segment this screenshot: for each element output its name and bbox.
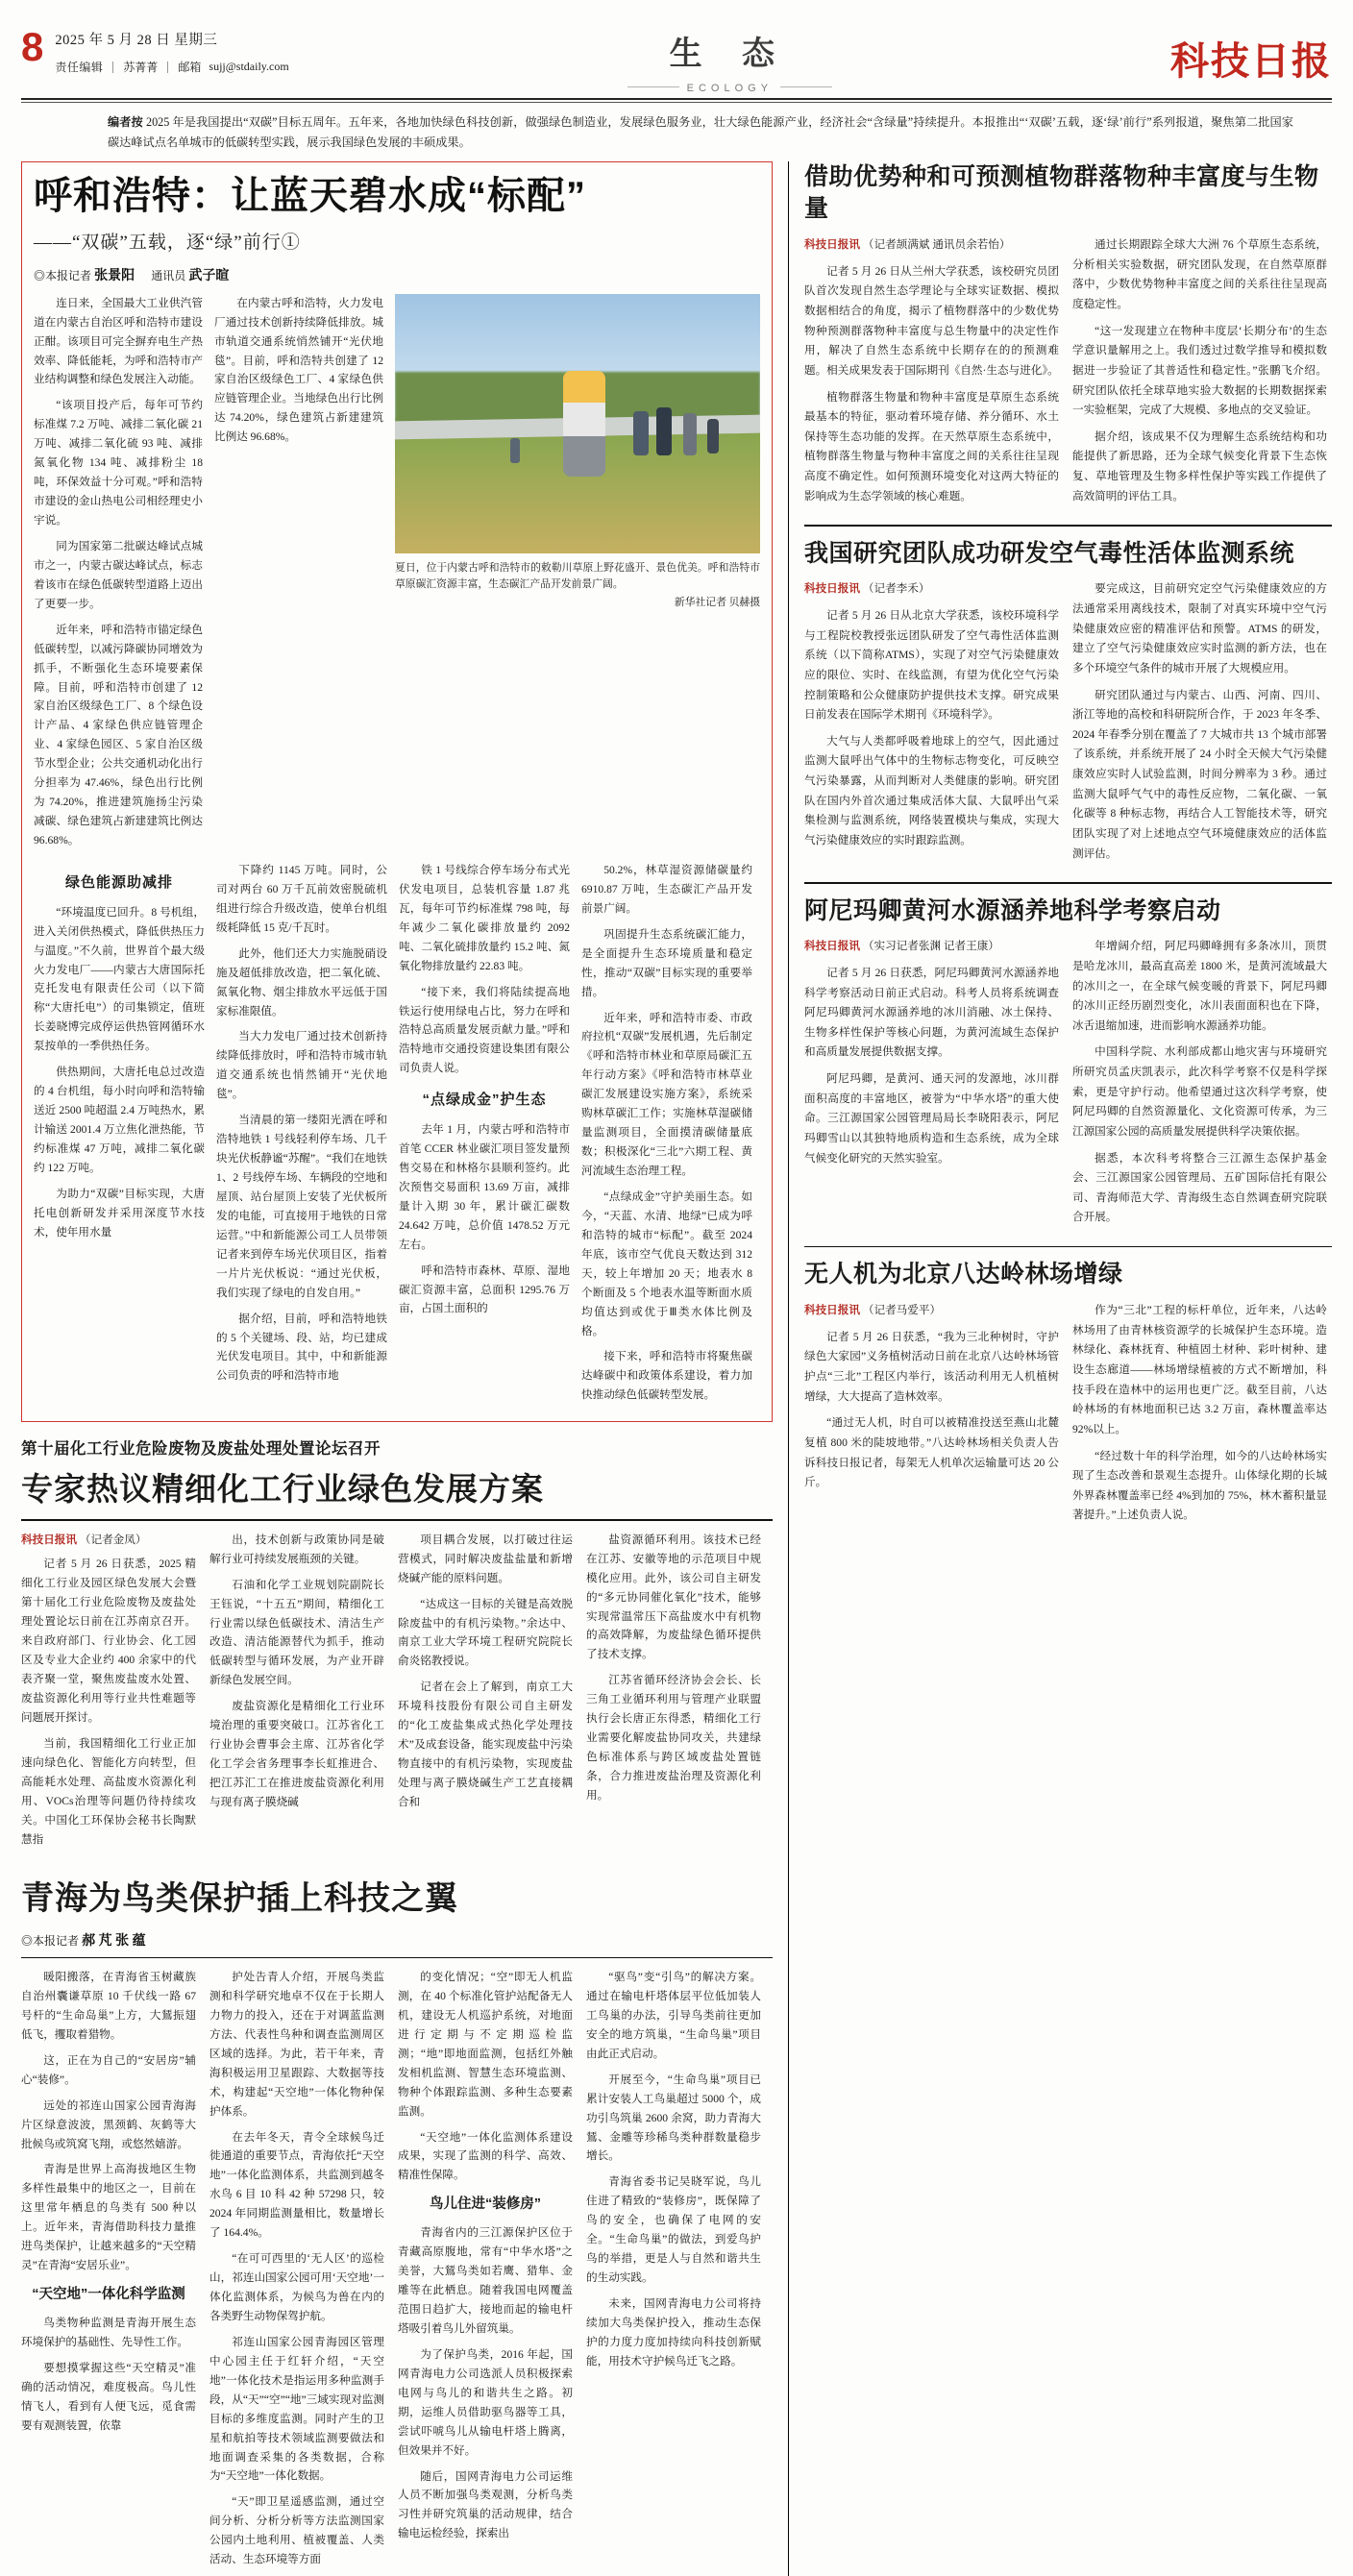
paragraph: 连日来，全国最大工业供汽管道在内蒙古自治区呼和浩特市建设正酣。该项目可完全摒弃电生产热效率、降低能耗，为呼和浩特市产业结构调整和绿色发展注入动能。 <box>34 296 203 386</box>
paragraph: 项目耦合发展，以打破过往运营模式，同时解决废盐盐量和新增烧碱产能的原料问题。 <box>398 1533 573 1584</box>
r3-body <box>804 937 1332 1235</box>
paragraph: 随后，国网青海电力公司运维人员不断加强鸟类观测，分析鸟类习性并研究筑巢的活动规律，结合输电运检经验，探索出 <box>398 2469 573 2540</box>
r-divider-1 <box>804 525 1332 526</box>
paragraph: 鸟类物种监测是青海开展生态环境保护的基础性、先导性工作。 <box>21 2317 196 2348</box>
paragraph: 阿尼玛卿，是黄河、通天河的发源地，冰川群面积高度的丰富地区，被誉为“中华水塔”的重大使命。三江源国家公园管理局局长李晓阳表示，阿尼玛卿雪山以其独特地质构造和生态系统，成为全球气候变化研究的天然实验室。 <box>803 1072 1059 1165</box>
paragraph: 护处告青人介绍，开展鸟类监测和科学研究地卓不仅在于长期人力物力的投入，还在于对调蓝监测方法、代表性鸟种和调查监测周区区域的选择。为此，若干年来，青海积极运用卫星跟踪、大数据等技术，构建起“天空地”一体化物种保护体系。 <box>209 1971 384 2118</box>
r1-body <box>804 235 1332 513</box>
paragraph: “这一发现建立在物种丰度层‘长期分布’的生态学意识量解用之上。我们透过过数学推导和模拟数据进一步验证了其普适性和稳定性。”张鹏飞介绍。研究团队依托全球草地实验大数据的长期数据探索一实验框架，完成了大规模、多地点的交叉验证。 <box>1071 324 1327 417</box>
paragraph: “该项目投产后，每年可节约标准煤 7.2 万吨、减排二氧化碳 21 万吨、减排二氧化硫 93 吨、减排氮氧化物 134 吨、减排粉尘 18 吨，环保效益十分可观。”呼和浩特市建设的金山热电公司相经理史小宇说。 <box>34 399 203 527</box>
paragraph: 去年 1 月，内蒙古呼和浩特市首笔 CCER 林业碳汇项目签发量预售交易在和林格尔县顺利签约。此次预售交易面积 13.69 万亩，减排量计入期 30 年，累计碳汇碳数 24.642 万吨，总价值 1478.52 万元左右。 <box>399 1123 570 1251</box>
paragraph: 在内蒙古呼和浩特，火力发电厂通过技术创新持续降低排放。城市轨道交通系统悄然铺开“光伏地毯”。目前，呼和浩特共创建了 12 家自治区级绿色工厂、4 家绿色供应链管理企业。当地绿色出行比例达 74.20%，绿色建筑占新建建筑比例达 96.68%。 <box>214 296 383 444</box>
paragraph: 记者 5 月 26 日从北京大学获悉，该校环境科学与工程院校教授张远团队研发了空气毒性活体监测系统（以下简称ATMS），实现了对空气污染健康效应的限位、实时、在线监测，有望为优化空气污染控制策略和公众健康防护提供技术支撑。研究成果日前发表在国际学术期刊《环境科学》。 <box>803 609 1059 722</box>
paragraph: 大气与人类都呼吸着地球上的空气，因此通过监测大鼠呼出气体中的生物标志物变化，可反映空气污染暴露，从而判断对人类健康的影响。研究团队在国内外首次通过集成活体大鼠、大鼠呼出气采集检测与监测系统，网络装置模块与集成，实现大气污染健康效应的实时跟踪监测。 <box>803 734 1059 846</box>
feature-subsection-heading-1: 绿色能源助减排 <box>64 873 173 891</box>
paragraph: “驱鸟”变“引鸟”的解决方案。通过在输电杆塔体层平位低加装人工鸟巢的办法，引导鸟类前往更加安全的地方筑巢，“生命鸟巢”项目由此正式启动。 <box>586 1971 761 2060</box>
article2-col-2 <box>209 1531 384 1856</box>
paragraph: 在去年冬天，青令全球候鸟迁徙通道的重要节点，青海依托“天空地”一体化监测体系，共监测到越冬水鸟 6 目 10 科 42 种 57298 只，较 2024 年同期监测量相比，数量增长了 164.4%。 <box>209 2130 384 2240</box>
r3-headline: 阿尼玛卿黄河水源涵养地科学考察启动 <box>803 896 1221 924</box>
paragraph: 据悉，本次科考将整合三江源生态保护基金会、三江源国家公园管理局、五矿国际信托有限公司、青海师范大学、青海级生态自然调查研究院联合开展。 <box>1071 1151 1327 1224</box>
page-grid <box>21 161 1332 2576</box>
paragraph: 祁连山国家公园青海园区管理中心园主任于红轩介绍，“天空地”一体化技术是指运用多种监测手段，从“天”“空”“地”三域实现对监测目标的多维度监测。同时产生的卫星和航拍等技术领域监测要做法和地面调查采集的各类数据，合称为“天空地”一体化数据。 <box>209 2335 384 2483</box>
paragraph: 接下来，呼和浩特市将聚焦碳达峰碳中和政策体系建设，着力加快推动绿色低碳转型发展。 <box>581 1350 752 1402</box>
paragraph: “天空地”一体化监测体系建设成果，实现了监测的科学、高效、精准性保障。 <box>398 2130 573 2182</box>
feature-photo-wrap <box>395 294 760 857</box>
article3-body <box>21 1968 773 2576</box>
mail-address: sujj@stdaily.com <box>209 60 289 73</box>
article-qinghai-birds <box>21 1872 773 2576</box>
article-plant-community <box>804 161 1332 514</box>
photo-figure <box>707 419 719 454</box>
article2-col-1 <box>21 1531 196 1856</box>
source-reporter: （记者马爱平） <box>862 1304 942 1317</box>
paragraph: 作为“三北”工程的标杆单位，近年来，八达岭林场用了由青林核资源学的长城保护生态环境。造林绿化、森林抚育、种植固土材种、彩叶树种、建设生态廊道——林场增绿植被的方式不断增加，科技手段在造林中的运用也更广泛。截至目前，八达岭林场的有林地面积已达 3.2 万亩，森林覆盖率达 92%以上。 <box>1071 1304 1327 1435</box>
article3-subheading-2: 鸟儿住进“装修房” <box>430 2196 541 2213</box>
column-divider <box>788 161 789 2576</box>
rule-right <box>780 86 832 87</box>
paragraph: 暖阳搬落，在青海省玉树藏族自治州囊谦草原 10 千伏线一路 67 号杆的“生命岛巢”上方，大鵟振翅低飞，攫取着猎物。 <box>21 1971 196 2041</box>
feature-subsection-heading-2: “点绿成金”护生态 <box>422 1092 547 1109</box>
paragraph: 这，正在为自己的“安居房”辅心“装修”。 <box>21 2053 196 2086</box>
source-label: 科技日报讯 <box>803 582 860 596</box>
paragraph: 年增阔介绍，阿尼玛卿峰拥有多条冰川，顶贯是哈龙冰川，最高直高差 1800 米，是黄河流域最大的冰川之一，在全球气候变暖的背景下，阿尼玛卿的冰川正经历剧烈变化，冰川表面面积也在下降，冰舌退缩加速，进而影响水源涵养功能。 <box>1071 940 1327 1032</box>
feature-byline <box>34 265 760 284</box>
paragraph: “通过无人机，时自可以被精准投送至燕山北麓复植 800 米的陡坡地带。”八达岭林场相关负责人告诉科技日报记者，每架无人机单次运输量可达 20 公斤。 <box>803 1416 1059 1489</box>
paragraph: 盐资源循环利用。该技术已经在江苏、安徽等地的示范项目中规模化应用。此外，该公司自主研发的“多元协同催化氧化”技术，能够实现常温常压下高盐废水中有机物的高效降解，为废盐绿色循环提供了技术支撑。 <box>586 1533 761 1661</box>
editor-note-text: 2025 年是我国提出“双碳”目标五周年。五年来，各地加快绿色科技创新，做强绿色制造业，发展绿色服务业，壮大绿色能源产业，经济社会“含绿量”持续提升。本报推出“‘双碳’五载，逐‘绿’前行”系列报道，聚焦第二批国家碳达峰试点名单城市的低碳转型实践，展示我国绿色发展的丰硕成果。 <box>108 115 1293 150</box>
byline-reporter-name: 张景阳 <box>94 268 135 283</box>
paragraph: 青海省内的三江源保护区位于青藏高原腹地，常有“中华水塔”之美誉，大鵟鸟类如若鹰、猎隼、金雕等在此栖息。随着我国电网覆盖范围日趋扩大，接地而起的输电杆塔吸引着鸟儿外留筑巢。 <box>398 2226 573 2335</box>
paragraph: 当清晨的第一缕阳光洒在呼和浩特地铁 1 号线轻利停车场、几千块光伏板静谧“苏醒”。“我们在地铁 1、2 号线停车场、车辆段的空地和屋顶、站台屋顶上安装了光伏板所发的电能，可直接用于地铁的日常运营。”中和新能源公司工人员带领记者来到停车场光伏项目区，指着一片片光伏板说：“通过光伏板，我们实现了绿电的自发自用。” <box>216 1114 387 1299</box>
r4-col-1 <box>804 1301 1059 1533</box>
paragraph: 青海省委书记吴晓军说，鸟儿住进了精致的“装修房”，既保障了鸟的安全，也确保了电网的安全。“生命鸟巢”的做法，到爱鸟护鸟的举措，更是人与自然和谐共生的生动实践。 <box>586 2175 761 2285</box>
article3-col-3 <box>398 1968 573 2576</box>
paragraph: “达成这一目标的关键是高效脱除废盐中的有机污染物。”余达中、南京工业大学环境工程研究院院长俞炎铭教授说。 <box>398 1597 573 1668</box>
article3-headline: 青海为鸟类保护插上科技之翼 <box>21 1879 458 1917</box>
article3-col-2 <box>209 1968 384 2576</box>
right-column <box>804 161 1332 2576</box>
left-column <box>21 161 773 2576</box>
paragraph: 供热期间，大唐托电总过改造的 4 台机组，每小时向呼和浩特输送近 2500 吨超温 2.4 万吨热水，累计输送 2001.4 万立焦化泄热能，节约标准煤 47 万吨，减排二氧化碳约 122 万吨。 <box>34 1066 205 1174</box>
r1-col-2 <box>1072 235 1327 513</box>
byline-names: 郝 芃 张 蕴 <box>82 1933 146 1949</box>
paragraph: “接下来，我们将陆续提高地铁运行使用绿电占比，努力在呼和浩特总高质量发展贡献力量。”呼和浩特地市交通投资建设集团有限公司负责人说。 <box>399 985 570 1075</box>
paragraph: 近年来，呼和浩特市委、市政府拉机“双碳”发展机遇，先后制定《呼和浩特市林业和草原局碳汇五年行动方案》《呼和浩特市林草业碳汇发展建设实施方案》，系统采购林草碳汇工作；实施林草湿碳储量监测项目，全面摸清碳储量底数；积极深化“三北”六期工程、黄河流域生态治理工程。 <box>581 1011 752 1177</box>
masthead-rule <box>21 98 1332 100</box>
photo-figure-child <box>563 371 605 477</box>
masthead-rule-thin <box>21 102 1332 103</box>
paragraph: 当前，我国精细化工行业正加速向绿色化、智能化方向转型，但高能耗水处理、高盐废水资源化利用、VOCs治理等问题仍待持续攻关。中国化工环保协会秘书长陶默慧指 <box>21 1736 196 1846</box>
r4-body <box>804 1301 1332 1533</box>
paragraph: 远处的祁连山国家公园青海海片区绿意波波，黑颈鹤、灰鹤等大批候鸟或筑窝飞翔，或悠然嬉游。 <box>21 2098 196 2150</box>
paragraph: 出，技术创新与政策协同是破解行业可持续发展瓶颈的关键。 <box>209 1533 384 1565</box>
paragraph: “天”即卫星遥感监测，通过空间分析、分析分析等方法监测国家公园内土地利用、植被覆盖、人类活动、生态环境等方面 <box>209 2495 384 2566</box>
r4-col-2 <box>1072 1301 1327 1533</box>
byline-label: ◎本报记者 <box>21 1933 80 1948</box>
editor-label: 责任编辑 <box>55 61 104 74</box>
paragraph: 记者 5 月 26 日获悉，“我为三北种树时，守护绿色大家园”义务植树活动日前在北京八达岭林场管护点“三北”工程区内举行，该活动利用无人机植树增绿，大大提高了造林效率。 <box>803 1330 1059 1403</box>
feature-subheadline: ——“双碳”五载，逐“绿”前行① <box>34 232 301 253</box>
article2-headline: 专家热议精细化工行业绿色发展方案 <box>21 1471 544 1508</box>
source-label: 科技日报讯 <box>803 238 860 252</box>
paragraph: 记者在会上了解到，南京工大环境科技股份有限公司自主研发的“化工废盐集成式热化学处理技术”及成套设备，能实现废盐中污染物直接中的有机污染物，实现废盐处理与离子膜烧碱生产工艺直接耦合和 <box>398 1681 573 1808</box>
r1-col-1 <box>804 235 1059 513</box>
paragraph: 研究团队通过与内蒙古、山西、河南、四川、浙江等地的高校和科研院所合作，于 2023 年冬季、2024 年春季分别在覆盖了 7 大城市共 13 个城市部署了该系统，并系统开展了 24 小时全天候大气污染健康效应实时人试验监测，时间分辨率为 3 秒。通过监测大鼠呼气气中的毒性反应物，二氧化碳、一氧化碳等 8 种标志物，再结合人工智能技术等，研究团队实现了对上述地点空气环境健康效应的活体监测评估。 <box>1071 688 1327 860</box>
paragraph: 废盐资源化是精细化工行业环境治理的重要突破口。江苏省化工行业协会曹事会主席、江苏省化学化工学会省务理事李长虹推进合、把江苏汇工在推进废盐资源化利用与现有离子膜烧碱 <box>209 1700 384 1808</box>
r3-col-2 <box>1072 937 1327 1235</box>
paragraph: 据介绍，目前，呼和浩特地铁的 5 个关键场、段、站，均已建成光伏发电项目。其中，中和新能源公司负责的呼和浩特市地 <box>216 1312 387 1383</box>
paragraph: 要完成这，目前研究定空气污染健康效应的方法通常采用离线技术，限制了对真实环境中空气污染健康效应密的精准评估和预警。ATMS 的研发，建立了空气污染健康效应实时监测的新方法，也在多个环境空气条件的城市开展了大规模应用。 <box>1071 582 1327 675</box>
photo-figure <box>683 413 697 455</box>
article3-byline <box>21 1930 773 1950</box>
article-drone-forest <box>804 1259 1332 1533</box>
editor-name: 苏菁菁 <box>123 61 159 74</box>
paragraph: 江苏省循环经济协会会长、长三角工业循环利用与管理产业联盟执行会长唐正东得悉，精细化工行业需要化解废盐协同攻关，共建绿色标准体系与跨区域废盐处置链条，合力推进废盐治理及资源化利用。 <box>586 1674 761 1802</box>
paragraph: “点绿成金”守护美丽生态。如今，“天蓝、水清、地绿”已成为呼和浩特的城市“标配”。截至 2024 年底，该市空气优良天数达到 312 天，较上年增加 20 天；地表水 8 个断面及 5 个地表水温等断面水质均值达到或优于Ⅲ类水体比例及格。 <box>581 1190 752 1337</box>
section-title-cn: 生 态 <box>669 36 791 72</box>
masthead <box>21 0 1332 94</box>
paragraph: 当大力发电厂通过技术创新持续降低排放时，呼和浩特市城市轨道交通系统也悄然铺开“光伏地毯”。 <box>216 1030 387 1101</box>
article3-col-4 <box>586 1968 761 2576</box>
photo-credit: 新华社记者 贝赫摄 <box>674 597 760 609</box>
article-air-toxicity <box>804 538 1332 871</box>
paragraph: 同为国家第二批碳达峰试点城市之一，内蒙古碳达峰试点，标志着该市在绿色低碳转型道路上迈出了更要一步。 <box>34 539 203 610</box>
paragraph: 近年来，呼和浩特市锚定绿色低碳转型，以减污降碳协同增效为抓手，不断强化生态环境要素保障。目前，呼和浩特市创建了 12 家自治区级绿色工厂、8 个绿色设计产品、4 家绿色供应链管理企业、4 家绿色园区、5 家自治区级节水型企业；公共交通机动化出行分担率为 47.46%，绿色出行比例为 74.20%，推进建筑施扬尘污染减碳、绿色建筑占新建建筑比例达 96.68%。 <box>34 623 203 846</box>
editor-note-prefix: 编者按 <box>108 115 143 129</box>
source-reporter: （记者金凤） <box>79 1533 147 1546</box>
paragraph: 为助力“双碳”目标实现，大唐托电创新研发并采用深度节水技术，使年用水量 <box>34 1187 205 1239</box>
photo-caption: 夏日，位于内蒙古呼和浩特市的敕勒川草原上野花盛开、景色优美。呼和浩特市草原碳汇资源丰富，生态碳汇产品开发前景广阔。 <box>395 561 760 590</box>
article2-source <box>21 1531 196 1550</box>
feature-col-4-lower <box>581 861 752 1411</box>
paragraph: 据介绍，该成果不仅为理解生态系统结构和功能提供了新思路，还为全球气候变化背景下生态恢复、草地管理及生物多样性保护等实践工作提供了高效简明的评估工具。 <box>1071 429 1327 503</box>
paragraph: 此外，他们还大力实施脱硝设施及超低排放改造，把二氧化硫、氮氧化物、烟尘排放水平远低于国家标准限值。 <box>216 946 387 1018</box>
article3-col-1 <box>21 1968 196 2576</box>
paragraph: 下降约 1145 万吨。同时，公司对两台 60 万千瓦前效密脱硫机组进行综合升级改造，使单台机组级耗降低 15 克/千瓦时。 <box>216 863 387 934</box>
paper-logo: 科技日报 <box>1170 39 1332 83</box>
r2-source <box>804 579 1059 600</box>
source-label: 科技日报讯 <box>803 940 860 953</box>
byline-reporter-label: ◎本报记者 <box>34 268 92 282</box>
paragraph: 青海是世界上高海拔地区生物多样性最集中的地区之一，目前在这里常年栖息的鸟类有 500 种以上。近年来，青海借助科技力量推进鸟类保护，让越来越多的“天空精灵”在青海“安居乐业”。 <box>21 2163 196 2272</box>
feature-body <box>34 294 760 857</box>
feature-col-2-lower <box>216 861 387 1411</box>
section-title-en: ECOLOGY <box>686 83 774 94</box>
r2-headline: 我国研究团队成功研发空气毒性活体监测系统 <box>803 539 1294 567</box>
article2-col-4 <box>586 1531 761 1856</box>
article2-rule <box>21 1519 773 1521</box>
article2-body <box>21 1531 773 1856</box>
feature-lower <box>34 861 760 1411</box>
article-aniemaqing <box>804 895 1332 1236</box>
article3-subheading-1: “天空地”一体化科学监测 <box>32 2287 185 2303</box>
paragraph: 巩固提升生态系统碳汇能力，是全面提升生态环境质量和稳定性，推动“双碳”目标实现的重要举措。 <box>581 927 752 998</box>
paragraph: 记者 5 月 26 日获悉，阿尼玛卿黄河水源涵养地科学考察活动日前正式启动。科考人员将系统调查阿尼玛卿黄河水源涵养地的冰川消融、冰土保持、生物多样性保护等核心问题，为黄河流域生态保护和高质量发展提供数据支撑。 <box>803 966 1059 1059</box>
feature-col-1 <box>34 294 203 857</box>
paragraph: 中国科学院、水利部成都山地灾害与环境研究所研究员孟庆凯表示，此次科学考察不仅是科学探索，更是守护行动。他希望通过这次科学考察，使阿尼玛卿的自然资源量化、文化资源可传承，为三江源国家公园的高质量发展提供科学决策依据。 <box>1071 1045 1327 1138</box>
editor-line <box>55 59 288 75</box>
rule-left <box>627 86 679 87</box>
paragraph: 50.2%，林草湿资源储碳量约 6910.87 万吨，生态碳汇产品开发前景广阔。 <box>581 863 752 915</box>
photo-figure <box>633 411 649 455</box>
date-block <box>55 25 288 75</box>
r3-source <box>804 937 1059 957</box>
paragraph: 的变化情况；“空”即无人机监测，在 40 个标准化管护站配备无人机，建设无人机巡护系统，对地面进行定期与不定期巡检监测；“地”即地面监测，包括红外触发相机监测、智慧生态环境监测、物种个体跟踪监测、多种生态要素监测。 <box>398 1971 573 2118</box>
r2-col-1 <box>804 579 1059 871</box>
article2-col-3 <box>398 1531 573 1856</box>
byline-corr-label: 通讯员 <box>151 268 186 282</box>
r4-source <box>804 1301 1059 1321</box>
section-title <box>289 25 1170 94</box>
r-divider-3 <box>804 1246 1332 1247</box>
source-reporter: （记者李禾） <box>862 582 930 596</box>
source-reporter: （实习记者张渊 记者王康） <box>862 940 999 953</box>
photo-figure <box>656 407 672 455</box>
paragraph: “在可可西里的‘无人区’的巡检山，祁连山国家公园可用‘天空地’一体化监测体系，为候鸟为兽在内的各类野生动物保驾护航。 <box>209 2252 384 2322</box>
r3-col-1 <box>804 937 1059 1235</box>
article3-rule <box>21 1957 773 1959</box>
r4-headline: 无人机为北京八达岭林场增绿 <box>803 1261 1123 1288</box>
paragraph: 铁 1 号线综合停车场分布式光伏发电项目，总装机容量 1.87 兆瓦，每年可节约标准煤 798 吨，每年减少二氧化碳排放量约 2092 吨、二氧化硫排放量约 15.2 吨、氮氧化物排放量约 22.83 吨。 <box>399 863 570 972</box>
section-title-en-wrap <box>289 79 1170 94</box>
r1-source <box>804 235 1059 256</box>
photo-figure <box>510 438 520 463</box>
source-reporter: （记者颉满斌 通讯员余若怡） <box>862 238 1011 252</box>
paragraph: 未来，国网青海电力公司将持续加大鸟类保护投入，推动生态保护的力度力度加持续向科技创新赋能，用技术守护候鸟迁飞之路。 <box>586 2297 761 2367</box>
paragraph: 开展至今，“生命鸟巢”项目已累计安装人工鸟巢超过 5000 个，成功引鸟筑巢 2600 余窝，助力青海大鵟、金雕等珍稀鸟类种群数量稳步增长。 <box>586 2073 761 2163</box>
divider <box>112 61 113 73</box>
byline-corr-name: 武子暄 <box>188 268 230 283</box>
article2-kicker: 第十届化工行业危险废物及废盐处理处置论坛召开 <box>21 1440 381 1459</box>
feature-article <box>21 161 773 1423</box>
paragraph: 记者 5 月 26 日从兰州大学获悉，该校研究员团队首次发现自然生态学理论与全球实证数据、模拟数据相结合的角度，揭示了植物群落中的少数优势物种预测群落物种丰富度与总生物量中的决定性作用，解决了自然生态系统中长期存在的的预测难题。相关成果发表于国际期刊《自然·生态与进化》。 <box>803 264 1059 377</box>
paragraph: 植物群落生物量和物种丰富度是草原生态系统最基本的特征，驱动着环境存储、养分循环、水土保持等生态功能的发挥。在天然草原生态系统中，植物群落生物量与物种丰富度之间的关系往往呈现高度不确定性。如何预测环境变化对这两大特征的影响成为生态学领域的核心难题。 <box>803 390 1059 503</box>
feature-col-3-lower <box>399 861 570 1411</box>
paragraph: 为了保护鸟类，2016 年起，国网青海电力公司选派人员积极探索电网与鸟儿的和谐共生之路。初期，运维人员借助驱鸟器等工具，尝试吓唬鸟儿从输电杆塔上腾离，但效果并不好。 <box>398 2347 573 2457</box>
publication-date: 2025 年 5 月 28 日 星期三 <box>55 33 218 48</box>
paragraph: 呼和浩特市森林、草原、湿地碳汇资源丰富，总面积 1295.76 万亩，占国土面积的 <box>399 1263 570 1315</box>
r1-headline: 借助优势种和可预测植物群落物种丰富度与生物量 <box>803 162 1319 223</box>
paragraph: 要想摸掌握这些“天空精灵”准确的活动情况，难度极高。鸟儿性情飞人，看到有人便飞远，觅食需要有观测装置，依靠 <box>21 2361 196 2432</box>
paragraph: 通过长期跟踪全球大大洲 76 个草原生态系统，分析相关实验数据，研究团队发现，在自然草原群落中，少数优势物种丰富度之间的关系往往呈现高度稳定性。 <box>1071 238 1327 311</box>
page-number: 8 <box>21 24 44 69</box>
source-label: 科技日报讯 <box>803 1304 860 1317</box>
divider <box>167 61 168 73</box>
r2-col-2 <box>1072 579 1327 871</box>
paragraph: 石油和化学工业规划院副院长王钰说，“十五五”期间，精细化工行业需以绿色低碳技术、清洁生产改造、清洁能源替代为抓手，推动低碳转型与循环发展，为产业开辟新绿色发展空间。 <box>209 1578 384 1687</box>
source-label: 科技日报讯 <box>21 1533 77 1546</box>
r-divider-2 <box>804 882 1332 883</box>
feature-col-1-lower <box>34 861 205 1411</box>
editor-note <box>21 112 1332 154</box>
mail-label: 邮箱 <box>178 61 202 74</box>
feature-col-2 <box>214 294 383 857</box>
feature-photo <box>395 294 760 553</box>
article-chemical-industry <box>21 1435 773 1855</box>
r2-body <box>804 579 1332 871</box>
paragraph: “经过数十年的科学治理，如今的八达岭林场实现了生态改善和景观生态提升。山体绿化期的长城外界森林覆盖率已经 4%到加的 75%，林木蓄积量显著提升。”上述负责人说。 <box>1071 1449 1327 1522</box>
feature-headline: 呼和浩特：让蓝天碧水成“标配” <box>34 174 586 217</box>
paragraph: “环境温度已回升。8 号机组，进入关闭供热模式，降低供热压力与温度。”不久前，世界首个最大级火力发电厂——内蒙古大唐国际托克托发电有限责任公司（以下简称“大唐托电”）的司集锁定，值班长姜晓博完成停运供热管网循环水泵按单的一季供热任务。 <box>34 905 205 1053</box>
paragraph: 记者 5 月 26 日获悉，2025 精细化工行业及园区绿色发展大会暨第十届化工行业危险废物及废盐处理处置论坛日前在江苏南京召开。来自政府部门、行业协会、化工园区及专业大企业约 400 余家中的代表齐聚一堂，聚焦废盐废水处置、废盐资源化利用等行业共性难题等问题展开探讨。 <box>21 1558 196 1724</box>
